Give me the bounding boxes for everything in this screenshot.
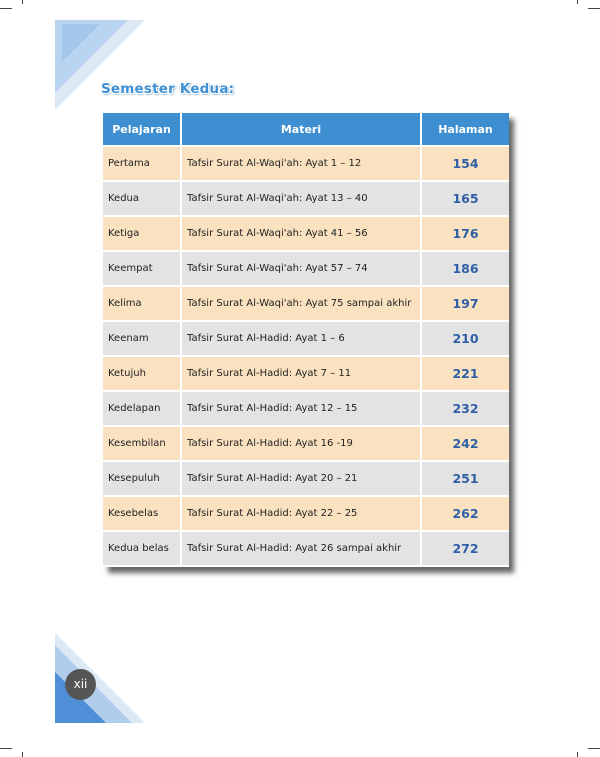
table-row xyxy=(103,356,509,391)
table-row xyxy=(103,531,509,566)
page-cell: 154 xyxy=(421,146,509,181)
table-row xyxy=(103,496,509,531)
page-cell: 232 xyxy=(421,391,509,426)
lesson-cell: Ketiga xyxy=(103,216,181,251)
material-cell: Tafsir Surat Al-Hadid: Ayat 7 – 11 xyxy=(181,356,421,391)
table-row xyxy=(103,216,509,251)
page-cell: 262 xyxy=(421,496,509,531)
lesson-cell: Keenam xyxy=(103,321,181,356)
table-row xyxy=(103,251,509,286)
page-cell: 186 xyxy=(421,251,509,286)
material-cell: Tafsir Surat Al-Waqi'ah: Ayat 75 sampai akhir xyxy=(181,286,421,321)
table-row xyxy=(103,321,509,356)
page-cell: 221 xyxy=(421,356,509,391)
lesson-cell: Kedelapan xyxy=(103,391,181,426)
page-cell: 165 xyxy=(421,181,509,216)
page-cell: 242 xyxy=(421,426,509,461)
header-material: Materi xyxy=(181,113,421,146)
lesson-cell: Ketujuh xyxy=(103,356,181,391)
material-cell: Tafsir Surat Al-Waqi'ah: Ayat 13 – 40 xyxy=(181,181,421,216)
page-cell: 176 xyxy=(421,216,509,251)
lesson-cell: Kelima xyxy=(103,286,181,321)
material-cell: Tafsir Surat Al-Hadid: Ayat 26 sampai akhir xyxy=(181,531,421,566)
lesson-cell: Pertama xyxy=(103,146,181,181)
table-row xyxy=(103,461,509,496)
table-row xyxy=(103,391,509,426)
material-cell: Tafsir Surat Al-Hadid: Ayat 22 – 25 xyxy=(181,496,421,531)
table-row xyxy=(103,146,509,181)
header-page: Halaman xyxy=(421,113,509,146)
lesson-cell: Kesepuluh xyxy=(103,461,181,496)
lesson-cell: Kesembilan xyxy=(103,426,181,461)
table-row xyxy=(103,286,509,321)
table-row xyxy=(103,181,509,216)
table-row xyxy=(103,426,509,461)
page-cell: 272 xyxy=(421,531,509,566)
page-number-badge: xii xyxy=(65,669,96,700)
material-cell: Tafsir Surat Al-Waqi'ah: Ayat 1 – 12 xyxy=(181,146,421,181)
material-cell: Tafsir Surat Al-Hadid: Ayat 20 – 21 xyxy=(181,461,421,496)
header-lesson: Pelajaran xyxy=(103,113,181,146)
page-cell: 251 xyxy=(421,461,509,496)
lesson-cell: Kesebelas xyxy=(103,496,181,531)
lesson-cell: Kedua xyxy=(103,181,181,216)
material-cell: Tafsir Surat Al-Hadid: Ayat 16 -19 xyxy=(181,426,421,461)
material-cell: Tafsir Surat Al-Waqi'ah: Ayat 41 – 56 xyxy=(181,216,421,251)
table-header-row xyxy=(103,113,509,146)
lesson-cell: Kedua belas xyxy=(103,531,181,566)
section-title: Semester Kedua: xyxy=(101,81,235,97)
material-cell: Tafsir Surat Al-Waqi'ah: Ayat 57 – 74 xyxy=(181,251,421,286)
material-cell: Tafsir Surat Al-Hadid: Ayat 1 – 6 xyxy=(181,321,421,356)
page-cell: 210 xyxy=(421,321,509,356)
lesson-table xyxy=(103,113,509,567)
material-cell: Tafsir Surat Al-Hadid: Ayat 12 – 15 xyxy=(181,391,421,426)
lesson-cell: Keempat xyxy=(103,251,181,286)
page-cell: 197 xyxy=(421,286,509,321)
